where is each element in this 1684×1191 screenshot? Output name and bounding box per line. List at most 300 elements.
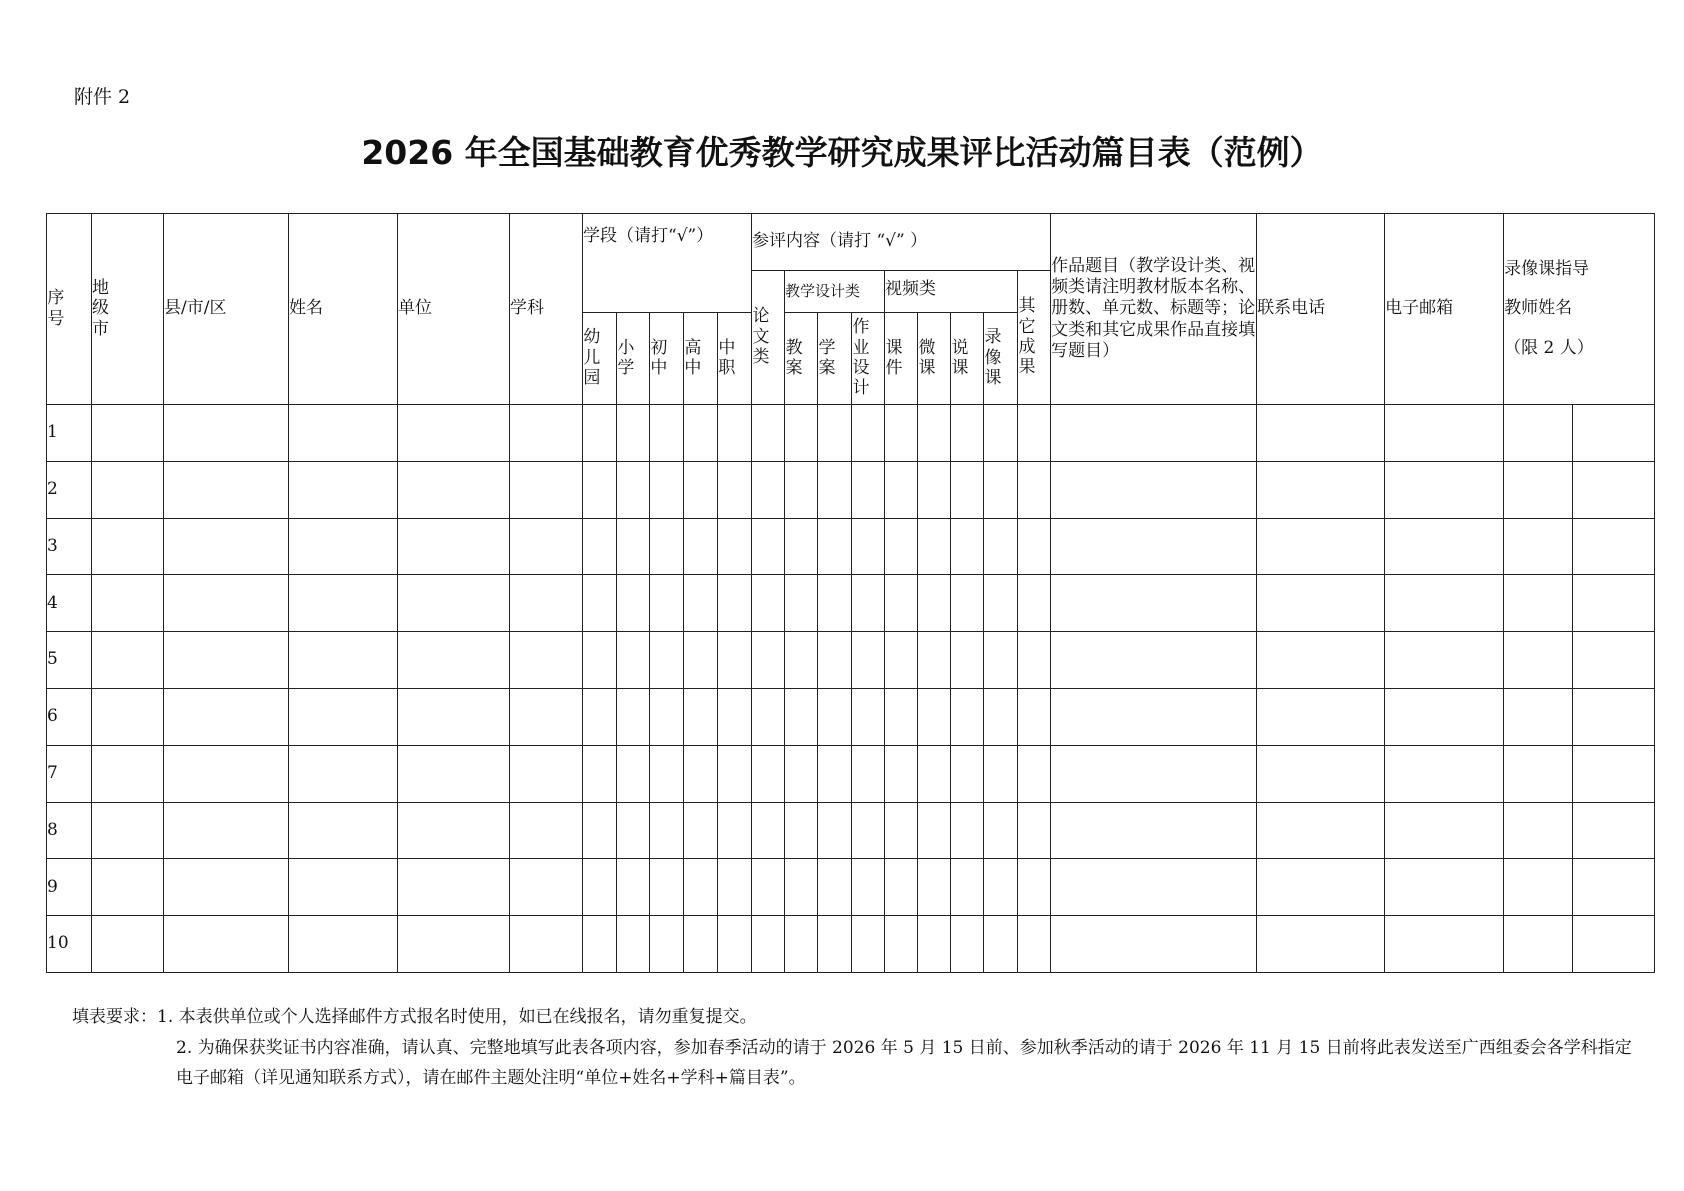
input-cell[interactable] bbox=[398, 688, 510, 745]
header-design-lesson-plan: 教案 bbox=[785, 313, 818, 405]
input-cell[interactable] bbox=[1504, 802, 1573, 859]
input-cell[interactable] bbox=[1385, 802, 1504, 859]
input-cell[interactable] bbox=[918, 632, 951, 689]
input-cell[interactable] bbox=[718, 405, 752, 462]
instruction-item-2: 2. 为确保获奖证书内容准确，请认真、完整地填写此表各项内容，参加春季活动的请于 2026 年 5 月 15 日前、参加秋季活动的请于 2026 年 11 月 15 日前将此表发送至广西组委会各学科指定电子邮箱（详见通知联系方式），请在邮件主题处注明“单位+姓名+学科+篇目表”。 bbox=[176, 1037, 1632, 1089]
input-cell[interactable] bbox=[918, 461, 951, 518]
input-cell[interactable] bbox=[398, 802, 510, 859]
instructions-label: 填表要求： bbox=[72, 1007, 157, 1027]
fill-instructions bbox=[72, 1002, 1632, 1094]
input-cell[interactable] bbox=[650, 688, 684, 745]
input-cell[interactable] bbox=[398, 575, 510, 632]
header-city: 地级市 bbox=[92, 214, 164, 405]
input-cell[interactable] bbox=[1018, 802, 1051, 859]
input-cell[interactable] bbox=[818, 405, 852, 462]
input-cell[interactable] bbox=[752, 688, 785, 745]
input-cell[interactable] bbox=[92, 688, 164, 745]
header-video-recorded: 录像课 bbox=[984, 313, 1018, 405]
input-cell[interactable] bbox=[92, 405, 164, 462]
input-cell[interactable] bbox=[951, 745, 984, 802]
input-cell[interactable] bbox=[984, 575, 1018, 632]
input-cell[interactable] bbox=[785, 461, 818, 518]
input-cell[interactable] bbox=[1018, 575, 1051, 632]
input-cell[interactable] bbox=[951, 859, 984, 916]
input-cell[interactable] bbox=[164, 632, 289, 689]
input-cell[interactable] bbox=[1051, 518, 1257, 575]
input-cell[interactable] bbox=[1018, 916, 1051, 973]
input-cell[interactable] bbox=[885, 405, 918, 462]
input-cell[interactable] bbox=[785, 745, 818, 802]
input-cell[interactable] bbox=[785, 859, 818, 916]
input-cell[interactable] bbox=[1257, 916, 1385, 973]
header-guide-teacher bbox=[1504, 214, 1655, 405]
input-cell[interactable] bbox=[951, 405, 984, 462]
input-cell[interactable] bbox=[583, 859, 617, 916]
header-paper: 论文类 bbox=[752, 271, 785, 405]
input-cell[interactable] bbox=[650, 518, 684, 575]
input-cell[interactable] bbox=[92, 802, 164, 859]
input-cell[interactable] bbox=[718, 632, 752, 689]
input-cell[interactable] bbox=[918, 745, 951, 802]
input-cell[interactable] bbox=[617, 461, 650, 518]
input-cell[interactable] bbox=[164, 518, 289, 575]
input-cell[interactable] bbox=[718, 575, 752, 632]
input-cell[interactable] bbox=[1504, 688, 1573, 745]
row-number: 7 bbox=[47, 745, 92, 802]
input-cell[interactable] bbox=[684, 575, 718, 632]
input-cell[interactable] bbox=[164, 859, 289, 916]
table-row bbox=[47, 859, 1655, 916]
input-cell[interactable] bbox=[1018, 632, 1051, 689]
input-cell[interactable] bbox=[583, 632, 617, 689]
input-cell[interactable] bbox=[984, 745, 1018, 802]
header-email: 电子邮箱 bbox=[1385, 214, 1504, 405]
input-cell[interactable] bbox=[92, 518, 164, 575]
table-row bbox=[47, 745, 1655, 802]
input-cell[interactable] bbox=[852, 859, 885, 916]
input-cell[interactable] bbox=[918, 802, 951, 859]
input-cell[interactable] bbox=[984, 632, 1018, 689]
input-cell[interactable] bbox=[617, 632, 650, 689]
input-cell[interactable] bbox=[918, 859, 951, 916]
input-cell[interactable] bbox=[1051, 405, 1257, 462]
header-stage-group: 学段（请打“√”） bbox=[583, 214, 752, 313]
input-cell[interactable] bbox=[617, 575, 650, 632]
input-cell[interactable] bbox=[818, 688, 852, 745]
input-cell[interactable] bbox=[1018, 859, 1051, 916]
input-cell[interactable] bbox=[289, 802, 398, 859]
input-cell[interactable] bbox=[818, 461, 852, 518]
input-cell[interactable] bbox=[718, 688, 752, 745]
input-cell[interactable] bbox=[785, 632, 818, 689]
input-cell[interactable] bbox=[684, 632, 718, 689]
input-cell[interactable] bbox=[1385, 461, 1504, 518]
input-cell[interactable] bbox=[650, 802, 684, 859]
input-cell[interactable] bbox=[752, 461, 785, 518]
table-row bbox=[47, 461, 1655, 518]
input-cell[interactable] bbox=[1573, 802, 1655, 859]
header-guide-line3: （限 2 人） bbox=[1504, 337, 1594, 358]
input-cell[interactable] bbox=[583, 916, 617, 973]
input-cell[interactable] bbox=[1018, 688, 1051, 745]
input-cell[interactable] bbox=[1051, 916, 1257, 973]
input-cell[interactable] bbox=[1385, 859, 1504, 916]
input-cell[interactable] bbox=[1385, 745, 1504, 802]
input-cell[interactable] bbox=[1051, 745, 1257, 802]
input-cell[interactable] bbox=[785, 916, 818, 973]
input-cell[interactable] bbox=[752, 632, 785, 689]
input-cell[interactable] bbox=[650, 859, 684, 916]
input-cell[interactable] bbox=[852, 802, 885, 859]
input-cell[interactable] bbox=[1051, 802, 1257, 859]
row-number: 10 bbox=[47, 916, 92, 973]
row-number: 1 bbox=[47, 405, 92, 462]
input-cell[interactable] bbox=[885, 802, 918, 859]
input-cell[interactable] bbox=[951, 518, 984, 575]
input-cell[interactable] bbox=[684, 802, 718, 859]
header-stage-junior: 初中 bbox=[650, 313, 684, 405]
input-cell[interactable] bbox=[398, 405, 510, 462]
input-cell[interactable] bbox=[752, 575, 785, 632]
input-cell[interactable] bbox=[918, 688, 951, 745]
input-cell[interactable] bbox=[289, 461, 398, 518]
input-cell[interactable] bbox=[951, 575, 984, 632]
input-cell[interactable] bbox=[92, 632, 164, 689]
table-row bbox=[47, 688, 1655, 745]
input-cell[interactable] bbox=[1051, 688, 1257, 745]
input-cell[interactable] bbox=[1018, 405, 1051, 462]
input-cell[interactable] bbox=[583, 518, 617, 575]
table-row bbox=[47, 518, 1655, 575]
input-cell[interactable] bbox=[684, 745, 718, 802]
input-cell[interactable] bbox=[164, 688, 289, 745]
input-cell[interactable] bbox=[1257, 405, 1385, 462]
input-cell[interactable] bbox=[718, 802, 752, 859]
instruction-item-1-text: 1. 本表供单位或个人选择邮件方式报名时使用，如已在线报名，请勿重复提交。 bbox=[157, 1007, 757, 1027]
input-cell[interactable] bbox=[785, 575, 818, 632]
input-cell[interactable] bbox=[1051, 632, 1257, 689]
input-cell[interactable] bbox=[984, 802, 1018, 859]
input-cell[interactable] bbox=[289, 575, 398, 632]
input-cell[interactable] bbox=[510, 405, 583, 462]
input-cell[interactable] bbox=[583, 688, 617, 745]
input-cell[interactable] bbox=[92, 745, 164, 802]
instruction-item-1 bbox=[72, 1002, 1632, 1033]
header-stage-primary: 小学 bbox=[617, 313, 650, 405]
input-cell[interactable] bbox=[1573, 745, 1655, 802]
input-cell[interactable] bbox=[398, 859, 510, 916]
input-cell[interactable] bbox=[510, 916, 583, 973]
input-cell[interactable] bbox=[164, 802, 289, 859]
input-cell[interactable] bbox=[885, 632, 918, 689]
table-row bbox=[47, 916, 1655, 973]
header-work-title: 作品题目（教学设计类、视频类请注明教材版本名称、册数、单元数、标题等；论文类和其它成果作品直接填写题目） bbox=[1051, 214, 1257, 405]
input-cell[interactable] bbox=[1573, 916, 1655, 973]
input-cell[interactable] bbox=[650, 916, 684, 973]
input-cell[interactable] bbox=[852, 632, 885, 689]
table-row bbox=[47, 405, 1655, 462]
input-cell[interactable] bbox=[650, 745, 684, 802]
input-cell[interactable] bbox=[510, 802, 583, 859]
input-cell[interactable] bbox=[510, 461, 583, 518]
input-cell[interactable] bbox=[1504, 405, 1573, 462]
input-cell[interactable] bbox=[583, 745, 617, 802]
input-cell[interactable] bbox=[852, 405, 885, 462]
header-county: 县/市/区 bbox=[164, 214, 289, 405]
input-cell[interactable] bbox=[289, 745, 398, 802]
input-cell[interactable] bbox=[885, 916, 918, 973]
header-other: 其它成果 bbox=[1018, 271, 1051, 405]
input-cell[interactable] bbox=[818, 518, 852, 575]
input-cell[interactable] bbox=[684, 688, 718, 745]
header-name: 姓名 bbox=[289, 214, 398, 405]
input-cell[interactable] bbox=[510, 688, 583, 745]
row-number: 9 bbox=[47, 859, 92, 916]
input-cell[interactable] bbox=[617, 405, 650, 462]
input-cell[interactable] bbox=[785, 688, 818, 745]
input-cell[interactable] bbox=[1018, 745, 1051, 802]
input-cell[interactable] bbox=[1504, 575, 1573, 632]
input-cell[interactable] bbox=[1504, 916, 1573, 973]
entry-form-table bbox=[46, 213, 1655, 973]
input-cell[interactable] bbox=[752, 518, 785, 575]
input-cell[interactable] bbox=[984, 405, 1018, 462]
header-video-courseware: 课件 bbox=[885, 313, 918, 405]
input-cell[interactable] bbox=[718, 461, 752, 518]
input-cell[interactable] bbox=[1504, 632, 1573, 689]
input-cell[interactable] bbox=[650, 575, 684, 632]
input-cell[interactable] bbox=[852, 916, 885, 973]
input-cell[interactable] bbox=[1573, 575, 1655, 632]
input-cell[interactable] bbox=[650, 461, 684, 518]
header-design-study-plan: 学案 bbox=[818, 313, 852, 405]
input-cell[interactable] bbox=[752, 916, 785, 973]
input-cell[interactable] bbox=[752, 802, 785, 859]
input-cell[interactable] bbox=[918, 916, 951, 973]
input-cell[interactable] bbox=[951, 461, 984, 518]
input-cell[interactable] bbox=[92, 575, 164, 632]
input-cell[interactable] bbox=[818, 916, 852, 973]
header-stage-vocational: 中职 bbox=[718, 313, 752, 405]
input-cell[interactable] bbox=[510, 518, 583, 575]
input-cell[interactable] bbox=[617, 916, 650, 973]
input-cell[interactable] bbox=[1257, 859, 1385, 916]
header-stage-senior: 高中 bbox=[684, 313, 718, 405]
input-cell[interactable] bbox=[583, 461, 617, 518]
input-cell[interactable] bbox=[885, 745, 918, 802]
input-cell[interactable] bbox=[398, 745, 510, 802]
input-cell[interactable] bbox=[885, 575, 918, 632]
input-cell[interactable] bbox=[951, 688, 984, 745]
row-number: 6 bbox=[47, 688, 92, 745]
input-cell[interactable] bbox=[617, 802, 650, 859]
input-cell[interactable] bbox=[1385, 632, 1504, 689]
input-cell[interactable] bbox=[718, 916, 752, 973]
input-cell[interactable] bbox=[852, 461, 885, 518]
input-cell[interactable] bbox=[289, 688, 398, 745]
input-cell[interactable] bbox=[1257, 461, 1385, 518]
header-guide-line1: 录像课指导 bbox=[1504, 259, 1590, 280]
input-cell[interactable] bbox=[984, 859, 1018, 916]
input-cell[interactable] bbox=[1257, 632, 1385, 689]
input-cell[interactable] bbox=[510, 575, 583, 632]
input-cell[interactable] bbox=[650, 632, 684, 689]
input-cell[interactable] bbox=[1385, 405, 1504, 462]
input-cell[interactable] bbox=[984, 916, 1018, 973]
input-cell[interactable] bbox=[852, 575, 885, 632]
input-cell[interactable] bbox=[1051, 859, 1257, 916]
header-video-talk: 说课 bbox=[951, 313, 984, 405]
input-cell[interactable] bbox=[92, 859, 164, 916]
input-cell[interactable] bbox=[951, 632, 984, 689]
input-cell[interactable] bbox=[818, 575, 852, 632]
input-cell[interactable] bbox=[164, 916, 289, 973]
input-cell[interactable] bbox=[650, 405, 684, 462]
input-cell[interactable] bbox=[918, 518, 951, 575]
input-cell[interactable] bbox=[918, 575, 951, 632]
input-cell[interactable] bbox=[1385, 916, 1504, 973]
input-cell[interactable] bbox=[885, 518, 918, 575]
input-cell[interactable] bbox=[718, 745, 752, 802]
input-cell[interactable] bbox=[1573, 518, 1655, 575]
input-cell[interactable] bbox=[984, 518, 1018, 575]
input-cell[interactable] bbox=[164, 461, 289, 518]
input-cell[interactable] bbox=[1385, 688, 1504, 745]
input-cell[interactable] bbox=[885, 688, 918, 745]
input-cell[interactable] bbox=[1573, 859, 1655, 916]
input-cell[interactable] bbox=[684, 916, 718, 973]
input-cell[interactable] bbox=[684, 859, 718, 916]
input-cell[interactable] bbox=[752, 745, 785, 802]
input-cell[interactable] bbox=[885, 461, 918, 518]
input-cell[interactable] bbox=[951, 916, 984, 973]
input-cell[interactable] bbox=[289, 632, 398, 689]
input-cell[interactable] bbox=[164, 405, 289, 462]
header-stage-kindergarten: 幼儿园 bbox=[583, 313, 617, 405]
input-cell[interactable] bbox=[785, 518, 818, 575]
input-cell[interactable] bbox=[617, 518, 650, 575]
table-body bbox=[47, 405, 1655, 973]
header-seq: 序号 bbox=[47, 214, 92, 405]
input-cell[interactable] bbox=[92, 461, 164, 518]
input-cell[interactable] bbox=[617, 745, 650, 802]
input-cell[interactable] bbox=[684, 405, 718, 462]
input-cell[interactable] bbox=[1257, 688, 1385, 745]
input-cell[interactable] bbox=[1385, 518, 1504, 575]
input-cell[interactable] bbox=[1573, 632, 1655, 689]
input-cell[interactable] bbox=[984, 461, 1018, 518]
input-cell[interactable] bbox=[583, 802, 617, 859]
input-cell[interactable] bbox=[510, 632, 583, 689]
input-cell[interactable] bbox=[752, 859, 785, 916]
input-cell[interactable] bbox=[1504, 859, 1573, 916]
input-cell[interactable] bbox=[1573, 688, 1655, 745]
input-cell[interactable] bbox=[398, 518, 510, 575]
input-cell[interactable] bbox=[918, 405, 951, 462]
row-number: 8 bbox=[47, 802, 92, 859]
input-cell[interactable] bbox=[398, 632, 510, 689]
input-cell[interactable] bbox=[1051, 461, 1257, 518]
input-cell[interactable] bbox=[1257, 745, 1385, 802]
input-cell[interactable] bbox=[617, 859, 650, 916]
table-row bbox=[47, 575, 1655, 632]
header-design-homework: 作业设计 bbox=[852, 313, 885, 405]
input-cell[interactable] bbox=[398, 461, 510, 518]
page-title: 2026 年全国基础教育优秀教学研究成果评比活动篇目表（范例） bbox=[361, 133, 1323, 172]
row-number: 4 bbox=[47, 575, 92, 632]
input-cell[interactable] bbox=[92, 916, 164, 973]
header-design-group: 教学设计类 bbox=[785, 271, 885, 313]
input-cell[interactable] bbox=[684, 518, 718, 575]
input-cell[interactable] bbox=[984, 688, 1018, 745]
input-cell[interactable] bbox=[1504, 518, 1573, 575]
input-cell[interactable] bbox=[1504, 745, 1573, 802]
input-cell[interactable] bbox=[718, 859, 752, 916]
input-cell[interactable] bbox=[164, 745, 289, 802]
input-cell[interactable] bbox=[510, 745, 583, 802]
row-number: 2 bbox=[47, 461, 92, 518]
row-number: 5 bbox=[47, 632, 92, 689]
input-cell[interactable] bbox=[852, 745, 885, 802]
table-row bbox=[47, 632, 1655, 689]
header-video-group: 视频类 bbox=[885, 271, 1018, 313]
input-cell[interactable] bbox=[818, 745, 852, 802]
table-row bbox=[47, 802, 1655, 859]
input-cell[interactable] bbox=[818, 859, 852, 916]
input-cell[interactable] bbox=[289, 916, 398, 973]
input-cell[interactable] bbox=[752, 405, 785, 462]
input-cell[interactable] bbox=[1385, 575, 1504, 632]
input-cell[interactable] bbox=[785, 405, 818, 462]
input-cell[interactable] bbox=[1257, 802, 1385, 859]
input-cell[interactable] bbox=[852, 518, 885, 575]
input-cell[interactable] bbox=[818, 632, 852, 689]
attachment-label: 附件 2 bbox=[74, 86, 131, 108]
input-cell[interactable] bbox=[1573, 405, 1655, 462]
input-cell[interactable] bbox=[718, 518, 752, 575]
header-phone: 联系电话 bbox=[1257, 214, 1385, 405]
header-guide-line2: 教师姓名 bbox=[1504, 298, 1573, 319]
input-cell[interactable] bbox=[583, 405, 617, 462]
input-cell[interactable] bbox=[1504, 461, 1573, 518]
header-video-micro: 微课 bbox=[918, 313, 951, 405]
input-cell[interactable] bbox=[164, 575, 289, 632]
input-cell[interactable] bbox=[1257, 575, 1385, 632]
input-cell[interactable] bbox=[1018, 518, 1051, 575]
input-cell[interactable] bbox=[289, 518, 398, 575]
header-subject: 学科 bbox=[510, 214, 583, 405]
header-content-group: 参评内容（请打 “√” ） bbox=[752, 214, 1051, 271]
input-cell[interactable] bbox=[1573, 461, 1655, 518]
input-cell[interactable] bbox=[583, 575, 617, 632]
input-cell[interactable] bbox=[885, 859, 918, 916]
input-cell[interactable] bbox=[1051, 575, 1257, 632]
input-cell[interactable] bbox=[1018, 461, 1051, 518]
input-cell[interactable] bbox=[818, 802, 852, 859]
input-cell[interactable] bbox=[852, 688, 885, 745]
row-number: 3 bbox=[47, 518, 92, 575]
header-unit: 单位 bbox=[398, 214, 510, 405]
input-cell[interactable] bbox=[785, 802, 818, 859]
input-cell[interactable] bbox=[289, 405, 398, 462]
input-cell[interactable] bbox=[617, 688, 650, 745]
input-cell[interactable] bbox=[510, 859, 583, 916]
input-cell[interactable] bbox=[951, 802, 984, 859]
input-cell[interactable] bbox=[398, 916, 510, 973]
input-cell[interactable] bbox=[1257, 518, 1385, 575]
input-cell[interactable] bbox=[289, 859, 398, 916]
input-cell[interactable] bbox=[684, 461, 718, 518]
